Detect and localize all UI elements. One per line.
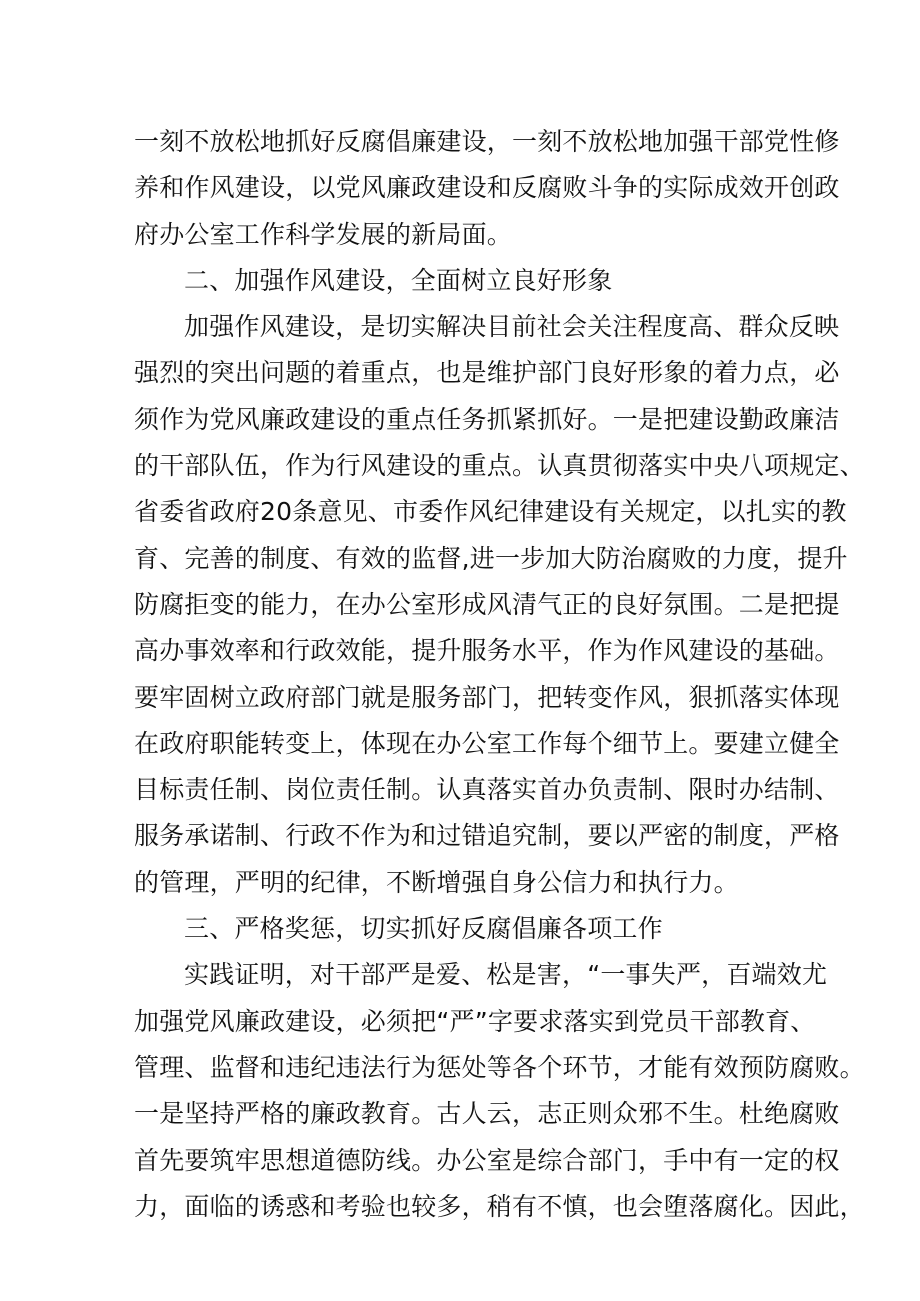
text-line: 一刻不放松地抓好反腐倡廉建设，一刻不放松地加强干部党性修 [134, 127, 840, 156]
paragraph-first-line: 二、加强作风建设，全面树立良好形象 [184, 265, 613, 295]
paragraph-first-line: 加强作风建设，是切实解决目前社会关注程度高、群众反映 [184, 312, 840, 342]
text-line: 防腐拒变的能力，在办公室形成风清气正的良好氛围。二是把提 [134, 589, 840, 619]
paragraph-first-line: 三、严格奖惩，切实抓好反腐倡廉各项工作 [184, 914, 663, 944]
text-line: 力，面临的诱惑和考验也较多，稍有不慎，也会堕落腐化。因此， [134, 1191, 865, 1221]
paragraph-first-line: 实践证明，对干部严是爱、松是害，“一事失严，百端效尤 [184, 960, 828, 990]
text-line: 养和作风建设，以党风廉政建设和反腐败斗争的实际成效开创政 [134, 173, 840, 203]
text-line: 首先要筑牢思想道德防线。办公室是综合部门，手中有一定的权 [134, 1145, 840, 1175]
text-line: 在政府职能转变上，体现在办公室工作每个细节上。要建立健全 [134, 728, 840, 758]
text-line: 的干部队伍，作为行风建设的重点。认真贯彻落实中央八项规定、 [134, 451, 865, 481]
text-line: 须作为党风廉政建设的重点任务抓紧抓好。一是把建设勤政廉洁 [134, 404, 840, 434]
text-line: 省委省政府20条意见、市委作风纪律建设有关规定，以扎实的教 [134, 497, 847, 527]
text-line: 要牢固树立政府部门就是服务部门，把转变作风，狠抓落实体现 [134, 682, 840, 712]
document-body [134, 119, 865, 1230]
text-line: 的管理，严明的纪律，不断增强自身公信力和执行力。 [134, 867, 739, 897]
text-line: 一是坚持严格的廉政教育。古人云，志正则众邪不生。杜绝腐败 [134, 1099, 840, 1129]
text-line: 高办事效率和行政效能，提升服务水平，作为作风建设的基础。 [134, 636, 840, 666]
text-line: 育、完善的制度、有效的监督,进一步加大防治腐败的力度，提升 [134, 543, 848, 573]
text-line: 管理、监督和违纪违法行为惩处等各个环节，才能有效预防腐败。 [134, 1052, 865, 1082]
text-line: 目标责任制、岗位责任制。认真落实首办负责制、限时办结制、 [134, 775, 840, 805]
text-line: 服务承诺制、行政不作为和过错追究制，要以严密的制度，严格 [134, 821, 840, 851]
text-line: 加强党风廉政建设，必须把“严”字要求落实到党员干部教育、 [134, 1006, 816, 1036]
text-line: 强烈的突出问题的着重点，也是维护部门良好形象的着力点，必 [134, 358, 840, 388]
text-line: 府办公室工作科学发展的新局面。 [134, 219, 513, 249]
